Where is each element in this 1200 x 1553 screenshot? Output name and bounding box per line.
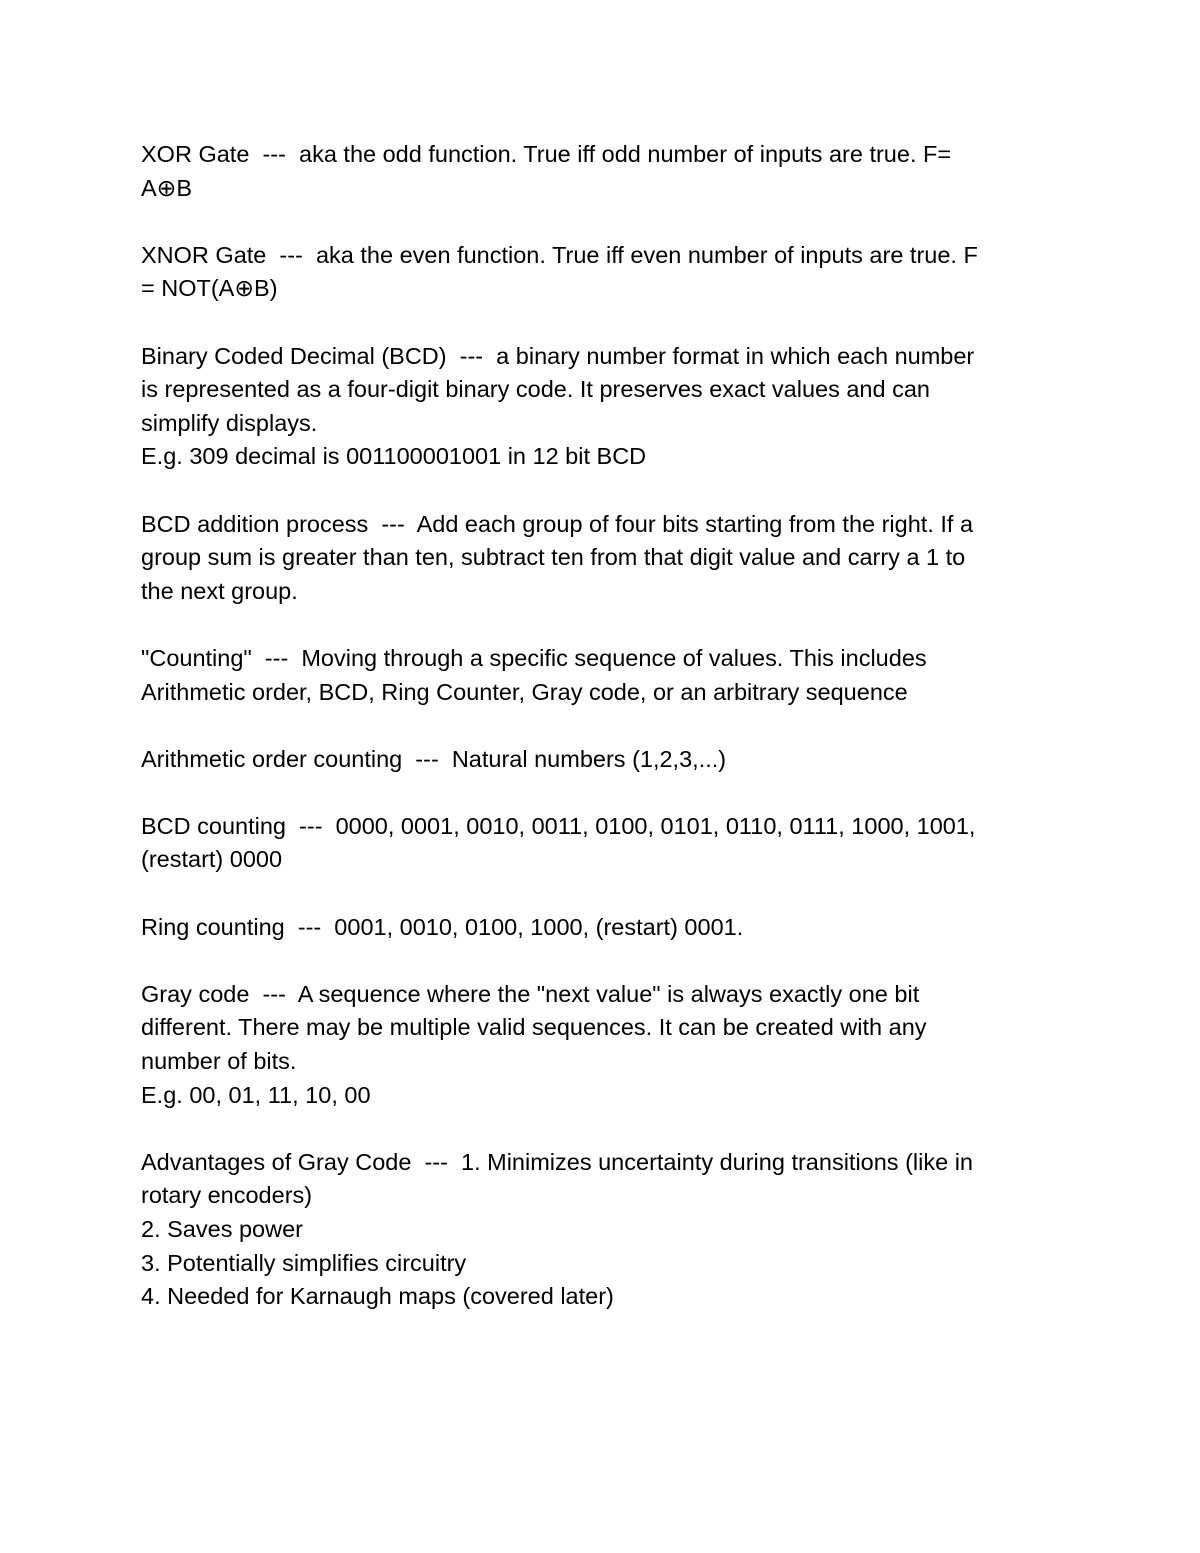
text-line: (restart) 0000 [141,846,283,873]
text-line: simplify displays. [141,409,318,436]
text-line: the next group. [141,577,298,604]
entry-gray-code [141,978,1080,1112]
entry-arithmetic-order-counting [141,743,1080,777]
entry-xnor-gate [141,239,1080,306]
text-line: Arithmetic order counting --- Natural numbers (1,2,3,...) [141,745,727,772]
text-line: Arithmetic order, BCD, Ring Counter, Gray code, or an arbitrary sequence [141,678,908,705]
text-line: Ring counting --- 0001, 0010, 0100, 1000, (restart) 0001. [141,913,744,940]
entry-counting [141,642,1080,709]
text-line: number of bits. [141,1048,297,1075]
text-line: XOR Gate --- aka the odd function. True iff odd number of inputs are true. F= [141,141,952,167]
text-line: is represented as a four-digit binary code. It preserves exact values and can [141,376,930,403]
text-line: Advantages of Gray Code --- 1. Minimizes uncertainty during transitions (like in [141,1148,973,1175]
text-line: 3. Potentially simplifies circuitry [141,1249,467,1276]
text-line: Binary Coded Decimal (BCD) --- a binary number format in which each number [141,342,975,369]
text-line: BCD counting --- 0000, 0001, 0010, 0011, 0100, 0101, 0110, 0111, 1000, 1001, [141,812,976,839]
entry-binary-coded-decimal [141,340,1080,474]
text-line: different. There may be multiple valid sequences. It can be created with any [141,1014,927,1041]
text-line: A⊕B [141,174,193,201]
entry-ring-counting [141,911,1080,945]
text-line: BCD addition process --- Add each group of four bits starting from the right. If a [141,510,974,537]
text-line: E.g. 00, 01, 11, 10, 00 [141,1081,371,1108]
text-line: E.g. 309 decimal is 001100001001 in 12 bit BCD [141,443,647,470]
text-line: Gray code --- A sequence where the "next value" is always exactly one bit [141,980,920,1007]
entry-xor-gate [141,138,1080,205]
text-line: "Counting" --- Moving through a specific sequence of values. This includes [141,644,927,671]
text-line: = NOT(A⊕B) [141,275,278,302]
text-line: 2. Saves power [141,1216,303,1242]
text-line: XNOR Gate --- aka the even function. True iff even number of inputs are true. F [141,241,978,268]
text-line: rotary encoders) [141,1182,313,1209]
entry-advantages-of-gray-code [141,1146,1080,1314]
entry-bcd-counting [141,810,1080,877]
text-line: group sum is greater than ten, subtract ten from that digit value and carry a 1 to [141,544,966,571]
entry-bcd-addition-process [141,508,1080,609]
text-line: 4. Needed for Karnaugh maps (covered later) [141,1283,614,1310]
